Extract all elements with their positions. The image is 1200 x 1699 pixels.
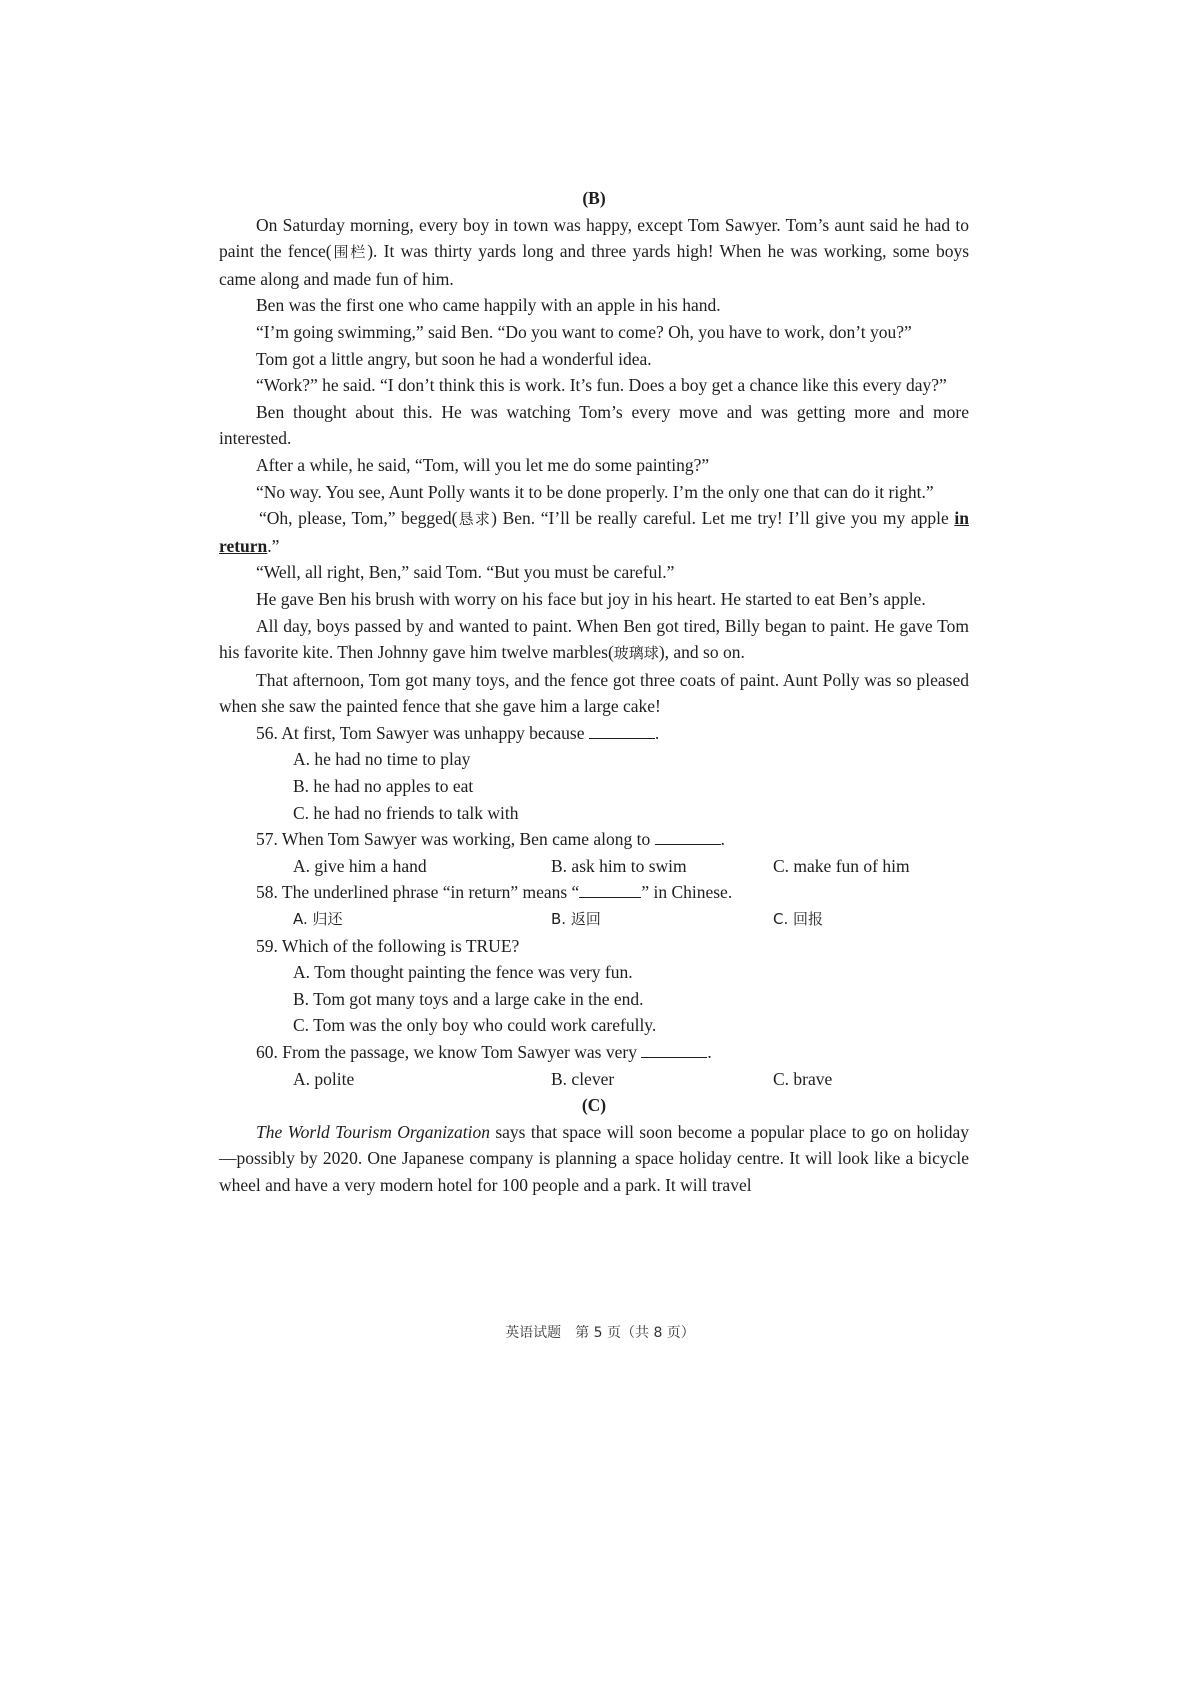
question-end: ” in Chinese. xyxy=(641,882,733,903)
answer-blank xyxy=(655,828,721,845)
text-run: ), and so on. xyxy=(658,642,745,663)
question-stem: 57. When Tom Sawyer was working, Ben came along to xyxy=(256,829,651,850)
question-59: 59. Which of the following is TRUE? xyxy=(256,935,520,956)
answer-blank xyxy=(579,881,641,898)
option-60-c: C. brave xyxy=(773,1068,833,1089)
option-56-b: B. he had no apples to eat xyxy=(293,776,474,797)
options-58 xyxy=(219,906,969,933)
text-run: ). It was thirty yards long and three yards high! When he was working, some boys came along and made fun of him. xyxy=(219,241,969,289)
option-58-c: C. 回报 xyxy=(773,910,824,929)
question-stem: 58. The underlined phrase “in return” means “ xyxy=(256,882,580,903)
section-c-title: (C) xyxy=(581,1095,607,1116)
answer-blank xyxy=(641,1041,707,1058)
options-57 xyxy=(219,853,969,880)
option-60-a: A. polite xyxy=(293,1068,355,1089)
chinese-gloss: 玻璃球 xyxy=(613,644,659,663)
options-60 xyxy=(219,1066,969,1093)
text-run: .” xyxy=(267,535,280,556)
option-57-a: A. give him a hand xyxy=(293,855,427,876)
page-content xyxy=(219,185,969,1199)
underlined-phrase: in return xyxy=(219,508,969,556)
passage-b-paragraph-1 xyxy=(219,212,969,293)
option-56-a: A. he had no time to play xyxy=(293,749,471,770)
option-59-a: A. Tom thought painting the fence was very fun. xyxy=(293,962,633,983)
question-end: . xyxy=(654,722,660,743)
option-58-a: A. 归还 xyxy=(293,910,343,929)
passage-b-paragraph-6: Ben thought about this. He was watching Tom’s every move and was getting more and more interested. xyxy=(219,401,969,449)
answer-blank xyxy=(589,722,655,739)
page-footer: 英语试题 第 5 页（共 8 页） xyxy=(505,1325,695,1341)
passage-b-paragraph-10: “Well, all right, Ben,” said Tom. “But you must be careful.” xyxy=(256,562,675,583)
option-60-b: B. clever xyxy=(551,1068,615,1089)
passage-b-paragraph-2: Ben was the first one who came happily with an apple in his hand. xyxy=(256,295,721,316)
passage-c-paragraph-1 xyxy=(219,1119,969,1199)
passage-b-paragraph-9 xyxy=(219,505,969,559)
organization-name: The World Tourism Organization xyxy=(256,1121,490,1142)
question-58 xyxy=(219,879,969,906)
question-60 xyxy=(219,1039,969,1066)
passage-b-paragraph-11: He gave Ben his brush with worry on his face but joy in his heart. He started to eat Ben’s apple. xyxy=(256,588,926,609)
chinese-gloss: 围栏 xyxy=(331,243,368,262)
text-run: On Saturday morning, every boy in town was happy, except Tom Sawyer. Tom’s aunt said he had to paint the fence( xyxy=(219,214,969,262)
option-58-b: B. 返回 xyxy=(551,910,601,929)
passage-b-paragraph-13: That afternoon, Tom got many toys, and the fence got three coats of paint. Aunt Polly was so pleased when she saw the painted fence that she gave him a large cake! xyxy=(219,669,969,717)
option-57-b: B. ask him to swim xyxy=(551,855,687,876)
passage-b-paragraph-5: “Work?” he said. “I don’t think this is work. It’s fun. Does a boy get a chance like this every day?” xyxy=(256,375,947,396)
question-end: . xyxy=(720,829,725,850)
text-run: “Oh, please, Tom,” begged( xyxy=(259,508,458,529)
text-run: says that space will soon become a popular place to go on holiday—possibly by 2020. One Japanese company is planning a space holiday centre. It will look like a bicycle wheel and have a very modern hotel for 100 people and a park. It will travel xyxy=(219,1121,970,1195)
question-stem: 60. From the passage, we know Tom Sawyer was very xyxy=(256,1042,637,1062)
chinese-gloss: 恳求 xyxy=(457,510,492,529)
option-57-c: C. make fun of him xyxy=(773,855,910,876)
passage-b-paragraph-4: Tom got a little angry, but soon he had a wonderful idea. xyxy=(256,348,652,369)
question-end: . xyxy=(707,1042,712,1062)
question-57 xyxy=(219,826,969,853)
passage-b-paragraph-3: “I’m going swimming,” said Ben. “Do you want to come? Oh, you have to work, don’t you?” xyxy=(256,321,912,342)
section-b-title: (B) xyxy=(582,188,606,208)
option-59-b: B. Tom got many toys and a large cake in the end. xyxy=(293,988,644,1009)
passage-b-paragraph-12 xyxy=(219,613,969,667)
text-run: ) Ben. “I’ll be really careful. Let me try! I’ll give you my apple xyxy=(491,508,955,529)
option-59-c: C. Tom was the only boy who could work carefully. xyxy=(293,1015,657,1036)
passage-b-paragraph-7: After a while, he said, “Tom, will you let me do some painting?” xyxy=(256,454,710,475)
question-56 xyxy=(219,720,969,747)
question-stem: 56. At first, Tom Sawyer was unhappy because xyxy=(256,722,585,743)
passage-b-paragraph-8: “No way. You see, Aunt Polly wants it to be done properly. I’m the only one that can do it right.” xyxy=(256,481,934,502)
option-56-c: C. he had no friends to talk with xyxy=(293,802,519,823)
text-run: All day, boys passed by and wanted to paint. When Ben got tired, Billy began to paint. He gave Tom his favorite kite. Then Johnny gave him twelve marbles( xyxy=(219,615,969,663)
